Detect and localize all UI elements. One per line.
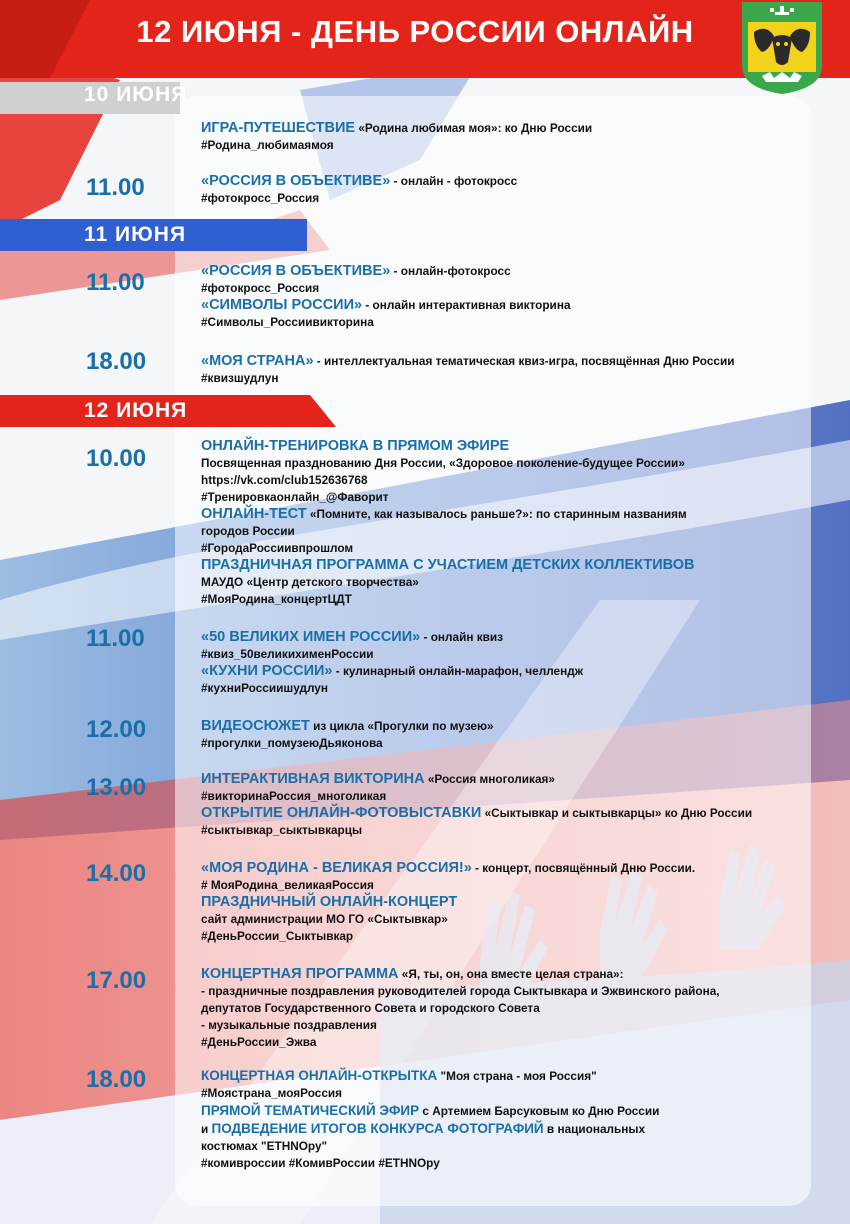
event-text: - праздничные поздравления руководителей города Сыктывкара и Эжвинского района, bbox=[201, 984, 720, 998]
event-text: с Артемием Барсуковым ко Дню России bbox=[419, 1104, 660, 1118]
event-highlight: ОНЛАЙН-ТРЕНИРОВКА В ПРЯМОМ ЭФИРЕ bbox=[201, 438, 510, 454]
event-line bbox=[201, 120, 592, 137]
event-highlight: КОНЦЕРТНАЯ ОНЛАЙН-ОТКРЫТКА bbox=[201, 1068, 438, 1083]
event-text: костюмах "ETHNOру" bbox=[201, 1139, 328, 1153]
event-line bbox=[201, 297, 571, 314]
event-text: - кулинарный онлайн-марафон, челлендж bbox=[332, 664, 584, 678]
event-text: #фотокросс_Россия bbox=[201, 191, 320, 205]
event-line bbox=[201, 822, 752, 839]
event-line bbox=[201, 1102, 659, 1120]
event-block bbox=[201, 771, 752, 839]
event-text: #МояРодина_концертЦДТ bbox=[201, 592, 352, 606]
event-text: сайт администрации МО ГО «Сыктывкар» bbox=[201, 912, 448, 926]
event-block bbox=[201, 629, 583, 697]
event-text: #сыктывкар_сыктывкарцы bbox=[201, 823, 363, 837]
event-time: 18.00 bbox=[86, 1066, 147, 1093]
day-label-12: 12 ИЮНЯ bbox=[84, 399, 188, 422]
event-line bbox=[201, 489, 695, 506]
event-highlight: ПРЯМОЙ ТЕМАТИЧЕСКИЙ ЭФИР bbox=[201, 1103, 420, 1118]
event-block bbox=[201, 718, 494, 752]
event-highlight: ПРАЗДНИЧНЫЙ ОНЛАЙН-КОНЦЕРТ bbox=[201, 894, 458, 910]
event-text: #Родина_любимаямоя bbox=[201, 138, 334, 152]
event-line bbox=[201, 629, 583, 646]
event-line bbox=[201, 805, 752, 822]
event-line bbox=[201, 788, 752, 805]
event-line bbox=[201, 280, 571, 297]
event-line bbox=[201, 438, 695, 455]
event-text: #ГородаРоссиивпрошлом bbox=[201, 541, 354, 555]
event-line bbox=[201, 771, 752, 788]
page-title: 12 ИЮНЯ - ДЕНЬ РОССИИ ОНЛАЙН bbox=[136, 14, 694, 49]
event-text: #фотокросс_Россия bbox=[201, 281, 320, 295]
event-line bbox=[201, 353, 734, 370]
event-line bbox=[201, 1067, 659, 1085]
event-text: в национальных bbox=[543, 1122, 646, 1136]
event-highlight: ПОДВЕДЕНИЕ ИТОГОВ КОНКУРСА ФОТОГРАФИЙ bbox=[211, 1121, 544, 1136]
event-text: #кухниРоссиишудлун bbox=[201, 681, 328, 695]
event-line bbox=[201, 1034, 720, 1051]
event-highlight: «РОССИЯ В ОБЪЕКТИВЕ» bbox=[201, 263, 391, 279]
event-text: - концерт, посвящённый Дню России. bbox=[471, 861, 696, 875]
event-highlight: «СИМВОЛЫ РОССИИ» bbox=[201, 297, 363, 313]
event-highlight: «КУХНИ РОССИИ» bbox=[201, 663, 333, 679]
event-text: «Помните, как называлось раньше?»: по старинным названиям bbox=[306, 507, 687, 521]
day-label-11: 11 ИЮНЯ bbox=[84, 223, 187, 246]
event-line bbox=[201, 877, 695, 894]
event-text: Посвященная празднованию Дня России, «Здоровое поколение-будущее России» bbox=[201, 456, 685, 470]
event-line bbox=[201, 263, 571, 280]
event-time: 17.00 bbox=[86, 967, 147, 994]
event-text: из цикла «Прогулки по музею» bbox=[309, 719, 494, 733]
event-line bbox=[201, 137, 592, 154]
event-text: https://vk.com/club152636768 bbox=[201, 473, 368, 487]
event-highlight: ПРАЗДНИЧНАЯ ПРОГРАММА С УЧАСТИЕМ ДЕТСКИХ КОЛЛЕКТИВОВ bbox=[201, 557, 695, 573]
event-line bbox=[201, 860, 695, 877]
event-line bbox=[201, 1085, 659, 1102]
event-line bbox=[201, 680, 583, 697]
event-highlight: «МОЯ РОДИНА - ВЕЛИКАЯ РОССИЯ!» bbox=[201, 860, 472, 876]
event-text: - онлайн квиз bbox=[420, 630, 504, 644]
event-time: 11.00 bbox=[86, 174, 145, 201]
event-line bbox=[201, 591, 695, 608]
event-text: - онлайн - фотокросс bbox=[390, 174, 518, 188]
event-line bbox=[201, 557, 695, 574]
event-block bbox=[201, 353, 734, 387]
event-highlight: «50 ВЕЛИКИХ ИМЕН РОССИИ» bbox=[201, 629, 421, 645]
event-text: #Тренировкаонлайн_@Фаворит bbox=[201, 490, 389, 504]
event-time: 12.00 bbox=[86, 716, 147, 743]
event-time: 14.00 bbox=[86, 860, 147, 887]
event-text: #Символы_Россиивикторина bbox=[201, 315, 374, 329]
event-highlight: ИГРА-ПУТЕШЕСТВИЕ bbox=[201, 120, 356, 136]
event-text: #Моястрана_мояРоссия bbox=[201, 1086, 343, 1100]
event-line bbox=[201, 1155, 659, 1172]
event-text: и bbox=[201, 1122, 212, 1136]
event-time: 11.00 bbox=[86, 269, 145, 296]
event-block bbox=[201, 263, 571, 331]
event-line bbox=[201, 540, 695, 557]
event-text: #ДеньРоссии_Сыктывкар bbox=[201, 929, 354, 943]
event-highlight: ВИДЕОСЮЖЕТ bbox=[201, 718, 310, 734]
event-line bbox=[201, 663, 583, 680]
event-text: «Сыктывкар и сыктывкарцы» ко Дню России bbox=[481, 806, 753, 820]
event-line bbox=[201, 646, 583, 663]
event-time: 10.00 bbox=[86, 445, 147, 472]
event-text: депутатов Государственного Совета и городского Совета bbox=[201, 1001, 540, 1015]
event-line bbox=[201, 314, 571, 331]
event-text: МАУДО «Центр детского творчества» bbox=[201, 575, 419, 589]
event-line bbox=[201, 574, 695, 591]
event-highlight: ИНТЕРАКТИВНАЯ ВИКТОРИНА bbox=[201, 771, 425, 787]
event-text: #квиз_50великихименРоссии bbox=[201, 647, 374, 661]
event-line bbox=[201, 966, 720, 983]
event-line bbox=[201, 370, 734, 387]
event-text: #прогулки_помузеюДьяконова bbox=[201, 736, 383, 750]
event-text: "Моя страна - моя Россия" bbox=[437, 1069, 597, 1083]
event-highlight: ОТКРЫТИЕ ОНЛАЙН-ФОТОВЫСТАВКИ bbox=[201, 805, 482, 821]
event-line bbox=[201, 894, 695, 911]
event-text: городов России bbox=[201, 524, 295, 538]
event-block bbox=[201, 966, 720, 1051]
event-line bbox=[201, 173, 517, 190]
event-text: #квизшудлун bbox=[201, 371, 279, 385]
event-text: - онлайн-фотокросс bbox=[390, 264, 511, 278]
event-text: «Я, ты, он, она вместе целая страна»: bbox=[398, 967, 624, 981]
event-line bbox=[201, 1138, 659, 1155]
event-line bbox=[201, 523, 695, 540]
event-time: 18.00 bbox=[86, 348, 147, 375]
day-label-10: 10 ИЮНЯ bbox=[84, 83, 188, 106]
event-highlight: «РОССИЯ В ОБЪЕКТИВЕ» bbox=[201, 173, 391, 189]
event-line bbox=[201, 983, 720, 1000]
event-text: #ДеньРоссии_Эжва bbox=[201, 1035, 317, 1049]
event-highlight: «МОЯ СТРАНА» bbox=[201, 353, 314, 369]
event-line bbox=[201, 718, 494, 735]
event-line bbox=[201, 1000, 720, 1017]
event-line bbox=[201, 1017, 720, 1034]
event-line bbox=[201, 735, 494, 752]
event-time: 13.00 bbox=[86, 774, 147, 801]
event-text: - онлайн интерактивная викторина bbox=[362, 298, 571, 312]
event-line bbox=[201, 1120, 659, 1138]
sheep-emblem-icon bbox=[742, 2, 822, 94]
event-line bbox=[201, 911, 695, 928]
event-text: - интеллектуальная тематическая квиз-игра, посвящённая Дню России bbox=[313, 354, 735, 368]
event-line bbox=[201, 190, 517, 207]
event-line bbox=[201, 506, 695, 523]
event-block bbox=[201, 1067, 659, 1172]
event-highlight: КОНЦЕРТНАЯ ПРОГРАММА bbox=[201, 966, 399, 982]
event-line bbox=[201, 928, 695, 945]
event-line bbox=[201, 455, 695, 472]
event-text: «Россия многоликая» bbox=[424, 772, 555, 786]
event-text: #комивроссии #КомивРоссии #ETHNOру bbox=[201, 1156, 440, 1170]
event-text: #викторинаРоссия_многоликая bbox=[201, 789, 387, 803]
event-block bbox=[201, 860, 695, 945]
event-text: # МояРодина_великаяРоссия bbox=[201, 878, 374, 892]
event-highlight: ОНЛАЙН-ТЕСТ bbox=[201, 506, 307, 522]
event-time: 11.00 bbox=[86, 625, 145, 652]
event-text: - музыкальные поздравления bbox=[201, 1018, 377, 1032]
event-text: «Родина любимая моя»: ко Дню России bbox=[355, 121, 593, 135]
event-block bbox=[201, 438, 695, 608]
event-block bbox=[201, 173, 517, 207]
event-line bbox=[201, 472, 695, 489]
event-block bbox=[201, 120, 592, 154]
